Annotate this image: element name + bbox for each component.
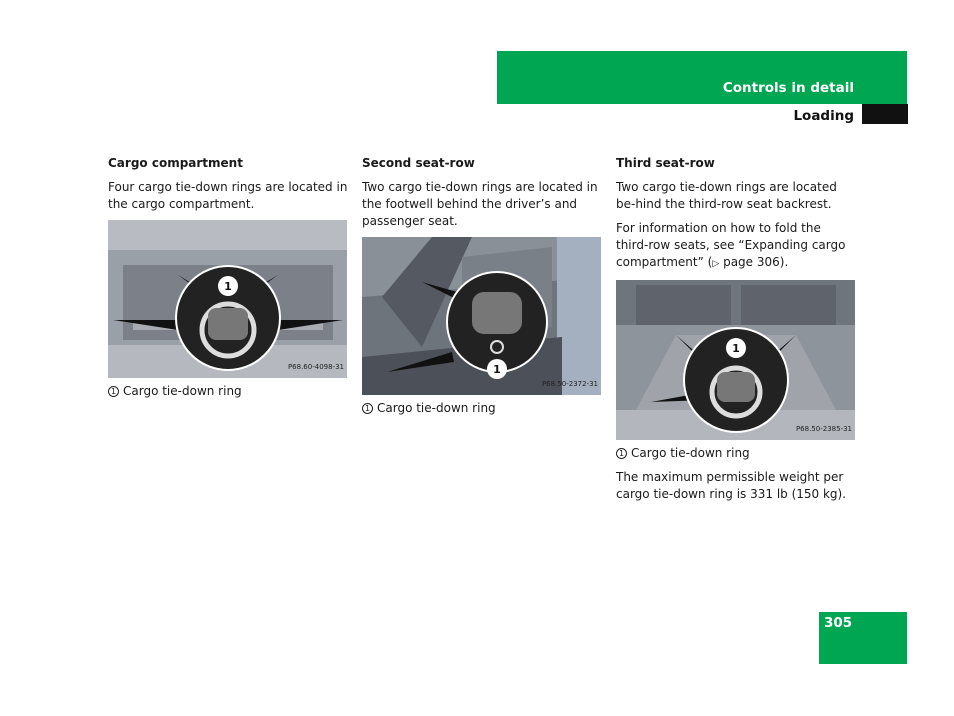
column-heading: Third seat-row (616, 156, 715, 170)
figure-caption (362, 400, 602, 417)
weight-note: The maximum permissible weight per cargo tie-down ring is 331 lb (150 kg). (616, 470, 847, 501)
column-paragraph: Two cargo tie-down rings are located in the footwell behind the driver’s and passenger seat. (362, 180, 598, 228)
cross-reference-paragraph: For information on how to fold the third-row seats, see “Expanding cargo compartment” (▷ page 306). (616, 221, 846, 269)
figure-code: P68.60-4098-31 (287, 363, 344, 371)
header-band (497, 51, 907, 104)
page-reference-arrow-icon: ▷ (712, 259, 720, 269)
caption-text: Cargo tie-down ring (631, 446, 750, 460)
figure-caption (108, 383, 348, 400)
figure-caption (616, 445, 856, 462)
column-cargo-compartment (108, 155, 348, 407)
photo-callout-marker: 1 (224, 280, 232, 293)
photo-callout-marker: 1 (732, 342, 740, 355)
second-seat-row-photo (362, 237, 601, 395)
column-heading: Second seat-row (362, 156, 475, 170)
caption-text: Cargo tie-down ring (377, 401, 496, 415)
section-tab-marker (862, 104, 908, 124)
page-number: 305 (824, 615, 853, 631)
chapter-title: Controls in detail (722, 80, 854, 96)
column-heading: Cargo compartment (108, 156, 243, 170)
figure-code: P68.50-2385-31 (795, 425, 852, 433)
third-seat-row-photo (616, 280, 855, 440)
column-second-seat-row (362, 155, 602, 424)
photo-callout-marker: 1 (493, 363, 501, 376)
column-paragraph: Two cargo tie-down rings are located be-hind the third-row seat backrest. (616, 180, 837, 211)
callout-number: 1 (108, 386, 119, 397)
figure-code: P68.50-2372-31 (541, 380, 598, 388)
cargo-compartment-photo (108, 220, 347, 378)
callout-number: 1 (362, 403, 373, 414)
caption-text: Cargo tie-down ring (123, 384, 242, 398)
callout-number: 1 (616, 448, 627, 459)
section-title: Loading (793, 108, 854, 124)
column-paragraph: Four cargo tie-down rings are located in the cargo compartment. (108, 180, 348, 211)
column-third-seat-row (616, 155, 856, 510)
